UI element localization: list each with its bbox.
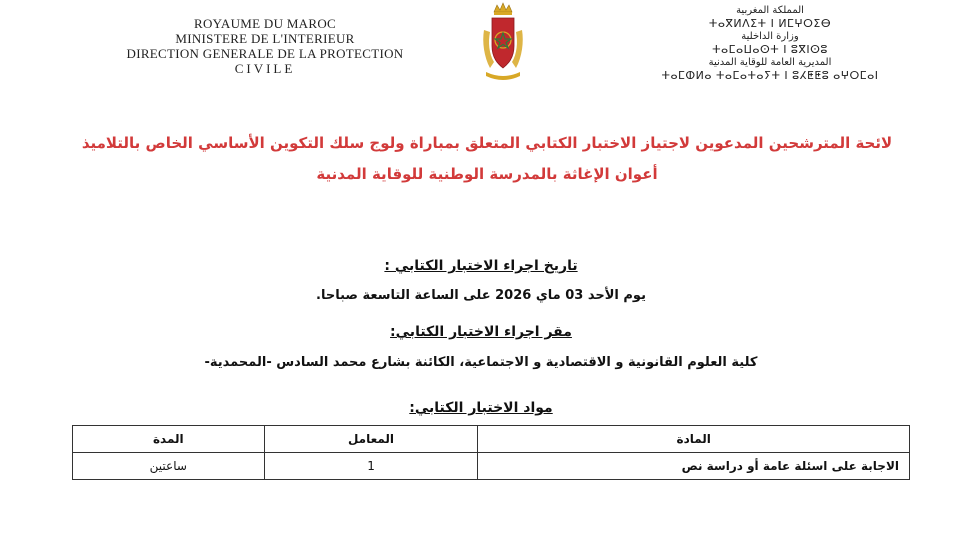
header-ar-kingdom: المملكة المغربية: [736, 5, 804, 16]
header-ministry: MINISTERE DE L'INTERIEUR: [175, 31, 355, 46]
royal-coat-of-arms-icon: [480, 2, 526, 84]
exam-date-heading: تاريخ اجراء الاختبار الكتابي :: [384, 258, 578, 274]
table-row: [73, 453, 910, 480]
header-tif-ministry: ⵜⴰⵎⴰⵡⴰⵙⵜ ⵏ ⵓⴳⵏⵙⵓ: [712, 43, 828, 56]
header-ar-ministry: وزارة الداخلية: [741, 31, 799, 42]
french-header: [110, 16, 420, 76]
column-header-subject: المادة: [478, 426, 910, 453]
header-civile: CIVILE: [234, 61, 296, 76]
exam-date-value: يوم الأحد 03 ماي 2026 على الساعة التاسعة صباحا.: [316, 288, 646, 303]
cell-subject: الاجابة على اسئلة عامة أو دراسة نص: [478, 453, 910, 480]
table-header-row: [73, 426, 910, 453]
column-header-duration: المدة: [73, 426, 265, 453]
page-title: لائحة المترشحين المدعوين لاجتياز الاختبار الكتابي المتعلق بمباراة ولوج سلك التكوين الأساسي الخاص بالتلاميذ أعوان الإغاثة بالمدرسة الوطنية للوقاية المدنية: [81, 134, 893, 183]
subjects-heading: مواد الاختبار الكتابي:: [409, 400, 553, 416]
cell-coefficient: 1: [264, 453, 478, 480]
header-direction: DIRECTION GENERALE DE LA PROTECTION: [126, 46, 404, 61]
exam-place-value: كلية العلوم القانونية و الاقتصادية و الاجتماعية، الكائنة بشارع محمد السادس -المحمدية-: [204, 355, 758, 370]
header-kingdom: ROYAUME DU MAROC: [193, 16, 337, 31]
exam-place-heading: مقر اجراء الاختبار الكتابي:: [390, 324, 572, 340]
header-tif-kingdom: ⵜⴰⴳⵍⴷⵉⵜ ⵏ ⵍⵎⵖⵔⵉⴱ: [708, 17, 832, 30]
header-tif-direction: ⵜⴰⵎⵀⵍⴰ ⵜⴰⵎⴰⵜⴰⵢⵜ ⵏ ⵓⵃⵟⵟⵓ ⴰⵖⵔⵎⴰⵏ: [661, 69, 879, 82]
header-ar-direction: المديرية العامة للوقاية المدنية: [708, 57, 832, 68]
column-header-coefficient: المعامل: [264, 426, 478, 453]
cell-duration: ساعتين: [73, 453, 265, 480]
subjects-table: [72, 425, 910, 480]
arabic-header: [660, 4, 880, 82]
